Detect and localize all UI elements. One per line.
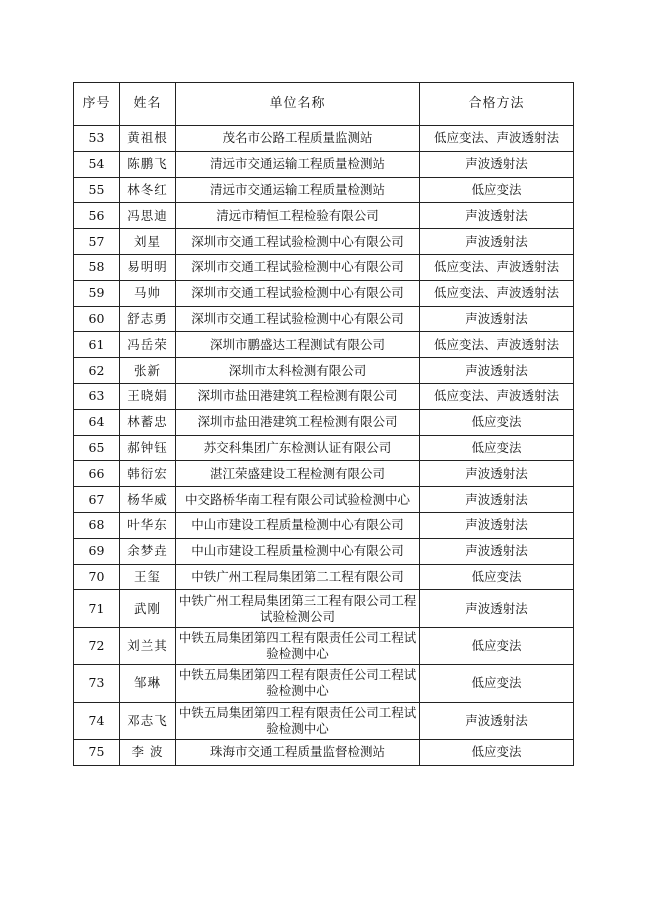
cell-organization: 苏交科集团广东检测认证有限公司 <box>176 435 420 461</box>
cell-serial: 67 <box>74 487 120 513</box>
cell-method: 低应变法、声波透射法 <box>420 126 574 152</box>
cell-serial: 61 <box>74 332 120 358</box>
cell-organization: 茂名市公路工程质量监测站 <box>176 126 420 152</box>
table-row <box>74 487 574 513</box>
cell-serial: 75 <box>74 739 120 765</box>
cell-method: 低应变法、声波透射法 <box>420 332 574 358</box>
cell-organization: 深圳市盐田港建筑工程检测有限公司 <box>176 383 420 409</box>
table-body <box>74 126 574 766</box>
cell-serial: 71 <box>74 590 120 627</box>
cell-serial: 65 <box>74 435 120 461</box>
cell-serial: 64 <box>74 409 120 435</box>
cell-name: 李 波 <box>120 739 176 765</box>
cell-serial: 63 <box>74 383 120 409</box>
header-organization: 单位名称 <box>176 83 420 126</box>
cell-name: 张新 <box>120 358 176 384</box>
table-row <box>74 627 574 664</box>
cell-organization: 深圳市盐田港建筑工程检测有限公司 <box>176 409 420 435</box>
cell-name: 舒志勇 <box>120 306 176 332</box>
cell-method: 声波透射法 <box>420 487 574 513</box>
cell-name: 林蓄忠 <box>120 409 176 435</box>
table-row <box>74 306 574 332</box>
cell-organization: 中铁五局集团第四工程有限责任公司工程试验检测中心 <box>176 665 420 702</box>
cell-method: 声波透射法 <box>420 229 574 255</box>
cell-name: 韩衍宏 <box>120 461 176 487</box>
cell-name: 邓志飞 <box>120 702 176 739</box>
table-row <box>74 409 574 435</box>
cell-organization: 深圳市交通工程试验检测中心有限公司 <box>176 229 420 255</box>
cell-serial: 53 <box>74 126 120 152</box>
table-row <box>74 461 574 487</box>
cell-serial: 62 <box>74 358 120 384</box>
cell-method: 低应变法 <box>420 739 574 765</box>
cell-name: 黄祖根 <box>120 126 176 152</box>
cell-organization: 中山市建设工程质量检测中心有限公司 <box>176 512 420 538</box>
cell-organization: 深圳市鹏盛达工程测试有限公司 <box>176 332 420 358</box>
cell-name: 易明明 <box>120 254 176 280</box>
cell-serial: 54 <box>74 151 120 177</box>
cell-serial: 68 <box>74 512 120 538</box>
cell-organization: 中交路桥华南工程有限公司试验检测中心 <box>176 487 420 513</box>
cell-organization: 中铁广州工程局集团第二工程有限公司 <box>176 564 420 590</box>
cell-organization: 深圳市太科检测有限公司 <box>176 358 420 384</box>
header-method: 合格方法 <box>420 83 574 126</box>
cell-name: 王玺 <box>120 564 176 590</box>
cell-name: 邹琳 <box>120 665 176 702</box>
cell-method: 声波透射法 <box>420 702 574 739</box>
table-row <box>74 383 574 409</box>
table-row <box>74 229 574 255</box>
cell-organization: 中铁五局集团第四工程有限责任公司工程试验检测中心 <box>176 627 420 664</box>
cell-organization: 清远市精恒工程检验有限公司 <box>176 203 420 229</box>
cell-serial: 60 <box>74 306 120 332</box>
cell-serial: 57 <box>74 229 120 255</box>
cell-serial: 55 <box>74 177 120 203</box>
header-name: 姓名 <box>120 83 176 126</box>
cell-serial: 73 <box>74 665 120 702</box>
cell-name: 郝钟钰 <box>120 435 176 461</box>
table-row <box>74 151 574 177</box>
cell-method: 声波透射法 <box>420 512 574 538</box>
cell-method: 低应变法、声波透射法 <box>420 383 574 409</box>
cell-organization: 中铁五局集团第四工程有限责任公司工程试验检测中心 <box>176 702 420 739</box>
table-header-row <box>74 83 574 126</box>
cell-name: 刘星 <box>120 229 176 255</box>
cell-organization: 湛江荣盛建设工程检测有限公司 <box>176 461 420 487</box>
cell-serial: 66 <box>74 461 120 487</box>
table-row <box>74 358 574 384</box>
cell-method: 声波透射法 <box>420 306 574 332</box>
cell-method: 声波透射法 <box>420 538 574 564</box>
header-serial: 序号 <box>74 83 120 126</box>
cell-method: 低应变法 <box>420 177 574 203</box>
cell-serial: 58 <box>74 254 120 280</box>
table-row <box>74 665 574 702</box>
cell-method: 声波透射法 <box>420 358 574 384</box>
cell-method: 低应变法 <box>420 409 574 435</box>
table-row <box>74 435 574 461</box>
table-row <box>74 564 574 590</box>
cell-organization: 深圳市交通工程试验检测中心有限公司 <box>176 280 420 306</box>
cell-serial: 59 <box>74 280 120 306</box>
cell-method: 声波透射法 <box>420 203 574 229</box>
cell-method: 低应变法、声波透射法 <box>420 254 574 280</box>
cell-serial: 74 <box>74 702 120 739</box>
table-row <box>74 538 574 564</box>
cell-name: 刘兰其 <box>120 627 176 664</box>
cell-serial: 69 <box>74 538 120 564</box>
table-row <box>74 739 574 765</box>
cell-method: 低应变法 <box>420 665 574 702</box>
cell-name: 林冬红 <box>120 177 176 203</box>
cell-method: 低应变法 <box>420 564 574 590</box>
table-row <box>74 590 574 627</box>
cell-name: 王晓娟 <box>120 383 176 409</box>
personnel-table <box>73 82 574 766</box>
cell-method: 声波透射法 <box>420 151 574 177</box>
table-row <box>74 332 574 358</box>
table-row <box>74 280 574 306</box>
cell-name: 冯岳荣 <box>120 332 176 358</box>
table-row <box>74 254 574 280</box>
cell-organization: 深圳市交通工程试验检测中心有限公司 <box>176 306 420 332</box>
cell-organization: 中铁广州工程局集团第三工程有限公司工程试验检测公司 <box>176 590 420 627</box>
table-row <box>74 126 574 152</box>
cell-method: 低应变法 <box>420 435 574 461</box>
table-row <box>74 177 574 203</box>
cell-name: 马帅 <box>120 280 176 306</box>
cell-name: 陈鹏飞 <box>120 151 176 177</box>
cell-organization: 清远市交通运输工程质量检测站 <box>176 151 420 177</box>
cell-organization: 中山市建设工程质量检测中心有限公司 <box>176 538 420 564</box>
cell-serial: 56 <box>74 203 120 229</box>
cell-organization: 深圳市交通工程试验检测中心有限公司 <box>176 254 420 280</box>
cell-method: 低应变法、声波透射法 <box>420 280 574 306</box>
table-row <box>74 203 574 229</box>
cell-name: 叶华东 <box>120 512 176 538</box>
cell-name: 杨华威 <box>120 487 176 513</box>
cell-organization: 珠海市交通工程质量监督检测站 <box>176 739 420 765</box>
table-row <box>74 702 574 739</box>
cell-serial: 70 <box>74 564 120 590</box>
cell-name: 余梦垚 <box>120 538 176 564</box>
cell-organization: 清远市交通运输工程质量检测站 <box>176 177 420 203</box>
cell-method: 声波透射法 <box>420 590 574 627</box>
cell-name: 冯思迪 <box>120 203 176 229</box>
cell-serial: 72 <box>74 627 120 664</box>
cell-method: 声波透射法 <box>420 461 574 487</box>
cell-method: 低应变法 <box>420 627 574 664</box>
cell-name: 武刚 <box>120 590 176 627</box>
table-row <box>74 512 574 538</box>
